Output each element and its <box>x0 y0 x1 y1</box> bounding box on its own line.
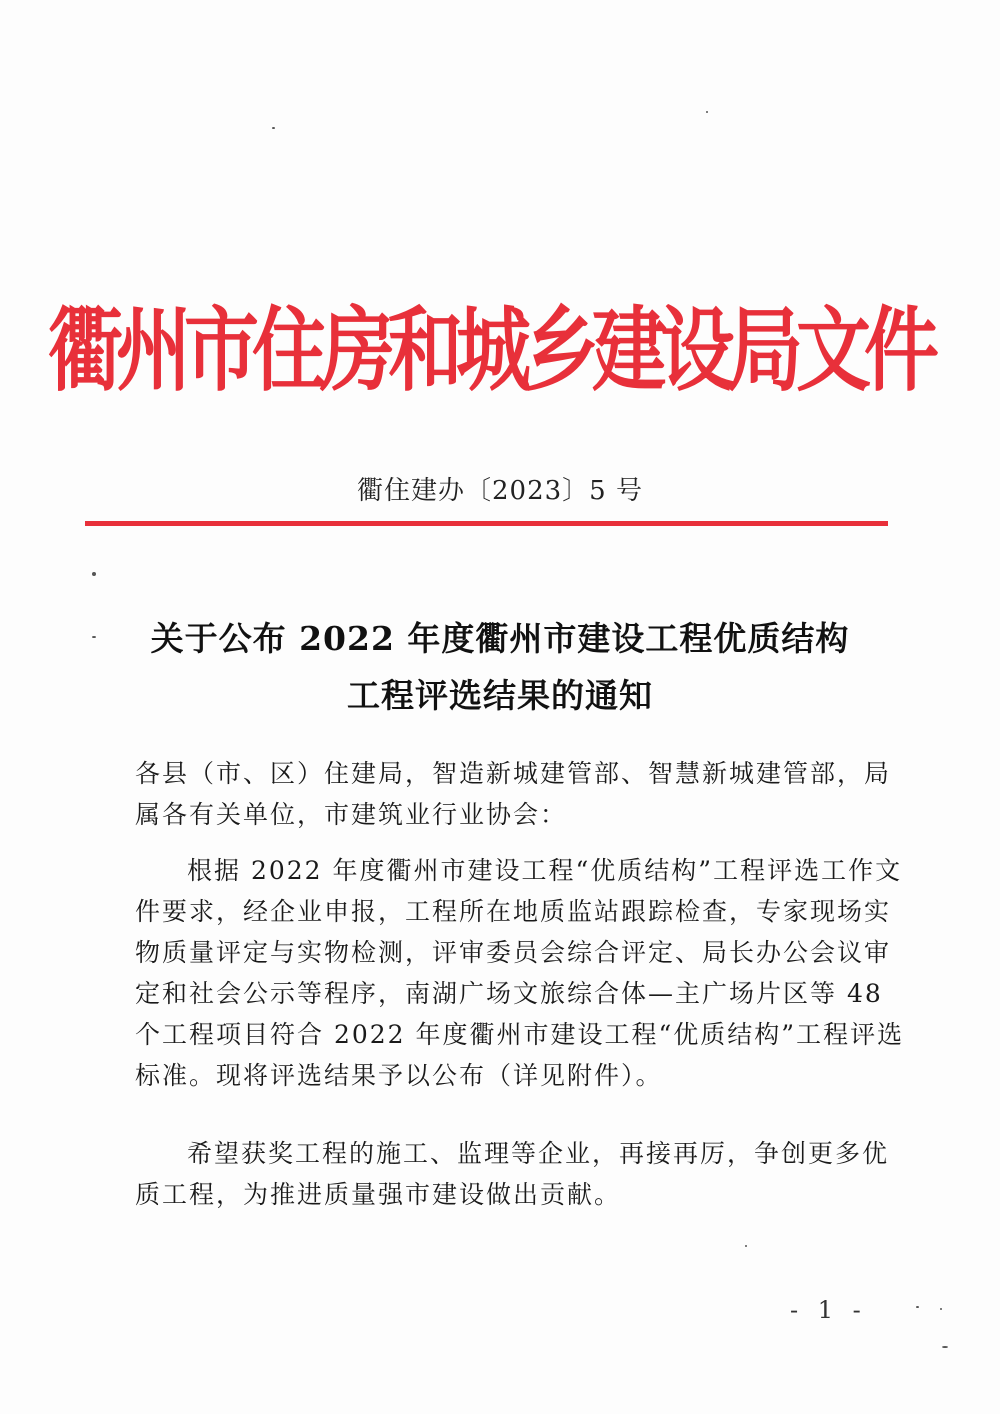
document-number: 衢住建办〔2023〕5 号 <box>357 476 643 506</box>
paragraph-line: 希望获奖工程的施工、监理等企业，再接再厉，争创更多优 <box>187 1139 890 1168</box>
page-number: - 1 - <box>790 1296 867 1324</box>
notice-title-line-2: 工程评选结果的通知 <box>347 676 653 715</box>
body-paragraph-1 <box>135 850 905 1096</box>
scan-speck <box>916 1306 919 1308</box>
scan-speck <box>940 1308 942 1310</box>
paragraph-line: 个工程项目符合 2022 年度衢州市建设工程“优质结构”工程评选 <box>135 1020 905 1049</box>
paragraph-line: 件要求，经企业申报，工程所在地质监站跟踪检查，专家现场实 <box>135 897 892 926</box>
scan-speck <box>92 572 96 576</box>
paragraph-line: 根据 2022 年度衢州市建设工程“优质结构”工程评选工作文 <box>187 856 903 885</box>
scan-speck <box>942 1346 948 1348</box>
paragraph-line: 定和社会公示等程序，南湖广场文旅综合体—主广场片区等 48 <box>135 979 883 1008</box>
addressee-line: 属各有关单位，市建筑业行业协会： <box>135 800 568 829</box>
red-divider <box>85 521 888 526</box>
scan-speck <box>745 1245 747 1247</box>
paragraph-line: 物质量评定与实物检测，评审委员会综合评定、局长办公会议审 <box>135 938 892 967</box>
issuer-masthead: 衢州市住房和城乡建设局文件 <box>48 296 933 404</box>
addressee-line: 各县（市、区）住建局，智造新城建管部、智慧新城建管部，局 <box>135 759 892 788</box>
paragraph-line: 标准。现将评选结果予以公布（详见附件）。 <box>135 1061 663 1090</box>
scan-speck <box>272 127 275 129</box>
body-paragraph-2 <box>135 1133 890 1215</box>
addressee-block <box>135 753 892 835</box>
scan-speck <box>706 111 708 113</box>
notice-title-line-1: 关于公布 2022 年度衢州市建设工程优质结构 <box>150 619 850 658</box>
paragraph-line: 质工程，为推进质量强市建设做出贡献。 <box>135 1180 622 1209</box>
